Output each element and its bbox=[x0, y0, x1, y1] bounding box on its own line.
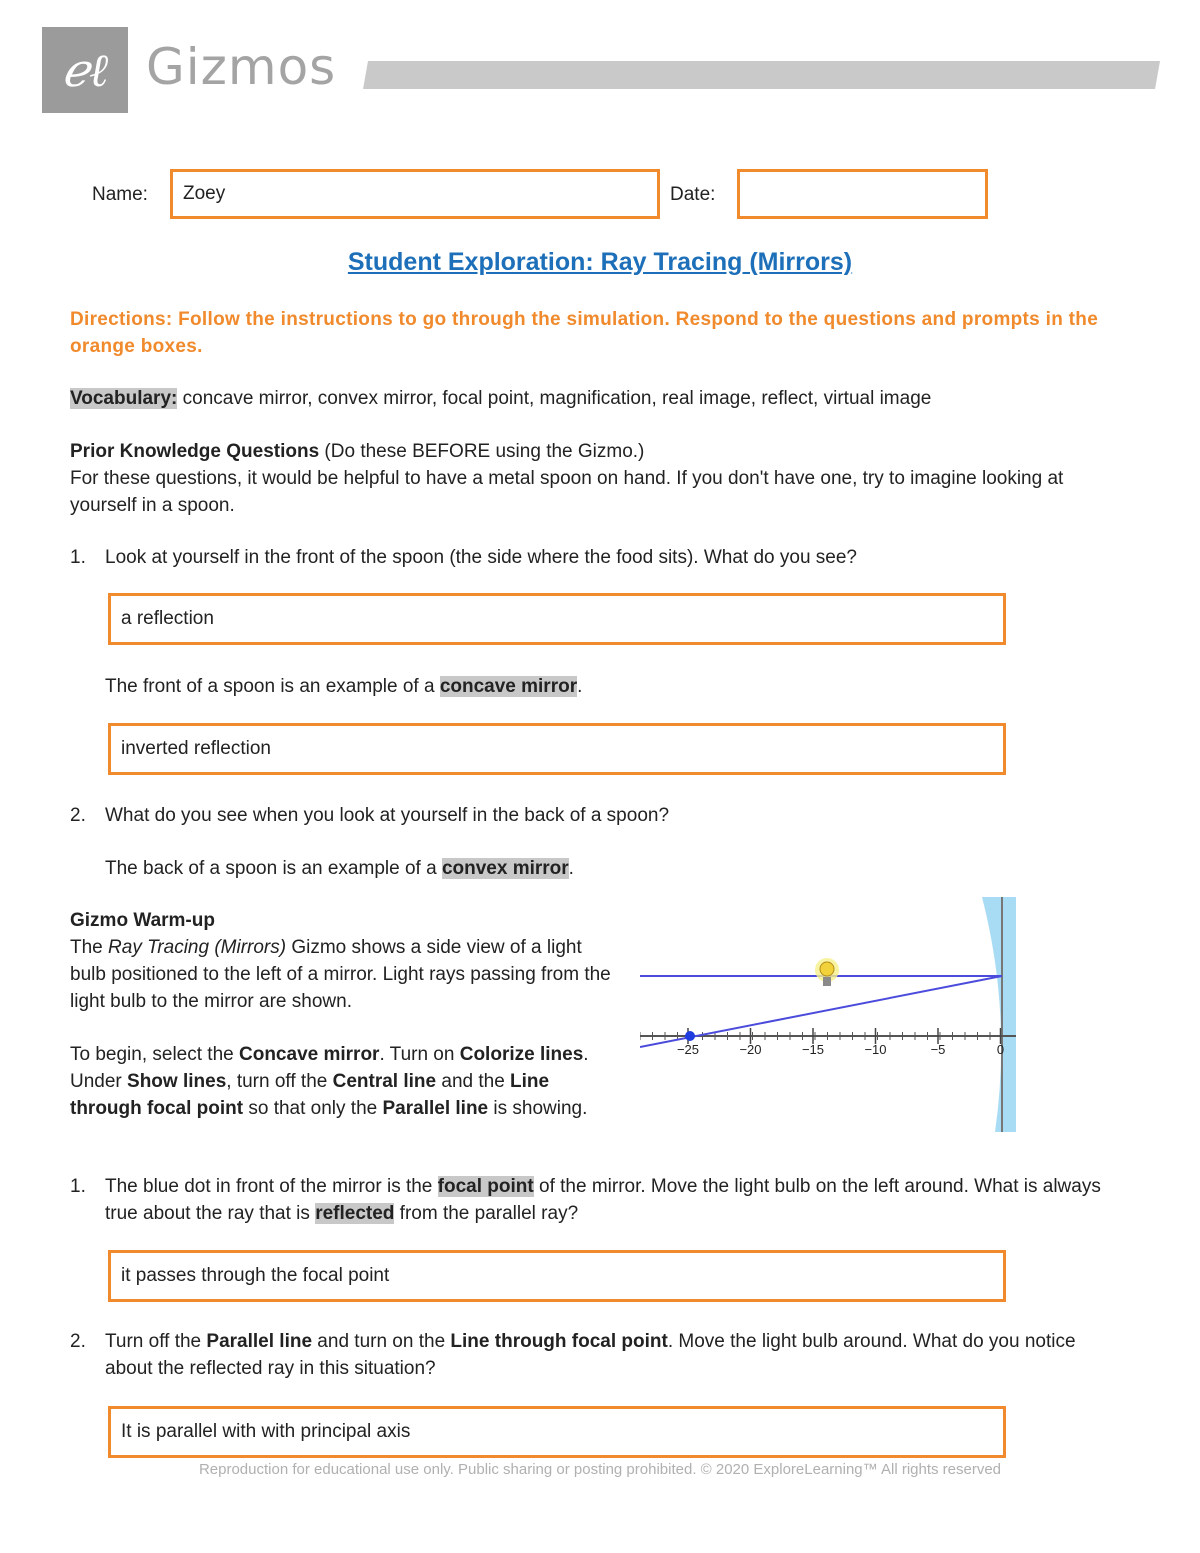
prior-q1-answer-box[interactable] bbox=[108, 593, 1006, 645]
vocabulary bbox=[70, 385, 1150, 412]
warmup-instruction-run: and the bbox=[436, 1071, 511, 1092]
parallel-line-term: Parallel line bbox=[206, 1331, 313, 1352]
mirror-fill bbox=[982, 897, 1016, 1132]
name-field[interactable] bbox=[170, 169, 660, 219]
warmup-instruction-run: , turn off the bbox=[226, 1071, 333, 1092]
name-label: Name: bbox=[92, 184, 148, 205]
focal-point-dot bbox=[685, 1031, 695, 1041]
warmup-instruction-run: To begin, select the bbox=[70, 1044, 239, 1065]
focal-point-term: focal point bbox=[437, 1176, 534, 1197]
warmup-instruction-run: Colorize lines bbox=[459, 1044, 584, 1065]
warmup-q1-answer: it passes through the focal point bbox=[121, 1265, 390, 1286]
convex-term: convex mirror bbox=[441, 858, 569, 879]
warmup-q1-c: from the parallel ray? bbox=[394, 1203, 579, 1224]
warmup-intro-a: The bbox=[70, 937, 109, 958]
warmup-intro-gizmo-name: Ray Tracing (Mirrors) bbox=[108, 937, 287, 958]
light-bulb-icon[interactable] bbox=[820, 962, 834, 976]
concave-pre: The front of a spoon is an example of a bbox=[105, 676, 440, 697]
warmup-q2-answer: It is parallel with with principal axis bbox=[121, 1421, 411, 1442]
prior-q1-text: Look at yourself in the front of the spoon (the side where the food sits). What do you see? bbox=[105, 547, 857, 568]
warmup-instruction-run: Central line bbox=[332, 1071, 437, 1092]
warmup-q2-c: . Move the light bulb around. What do you notice about the reflected ray in this situation? bbox=[105, 1331, 1076, 1379]
page-title: Student Exploration: Ray Tracing (Mirrors) bbox=[347, 248, 853, 276]
date-field[interactable] bbox=[737, 169, 988, 219]
concave-answer: inverted reflection bbox=[121, 738, 271, 759]
footer-copyright: Reproduction for educational use only. Public sharing or posting prohibited. © 2020 ExploreLearning™ All rights reserved bbox=[198, 1461, 1002, 1478]
convex-pre: The back of a spoon is an example of a bbox=[105, 858, 442, 879]
concave-statement bbox=[105, 673, 1105, 700]
warmup-instructions bbox=[70, 1041, 615, 1122]
warmup-instruction-run: is showing. bbox=[488, 1098, 588, 1119]
warmup-intro-b: Gizmo shows a side view of a light bulb positioned to the left of a mirror. Light rays passing from the light bulb to the mirror are shown. bbox=[70, 937, 611, 1012]
axis-tick-label: −10 bbox=[864, 1042, 887, 1057]
warmup-q2-b: and turn on the bbox=[312, 1331, 451, 1352]
warmup-instruction-run: . Under bbox=[70, 1044, 589, 1092]
warmup-instruction-run: Concave mirror bbox=[239, 1044, 380, 1065]
prior-q1-number: 1. bbox=[70, 547, 86, 568]
prior-q1-answer: a reflection bbox=[121, 608, 214, 629]
concave-post: . bbox=[577, 676, 583, 697]
warmup-instruction-run: Line through focal point bbox=[70, 1071, 550, 1119]
vocabulary-terms: concave mirror, convex mirror, focal point, magnification, real image, reflect, virtual image bbox=[177, 388, 932, 409]
prior-heading: Prior Knowledge Questions bbox=[70, 441, 320, 462]
reflected-term: reflected bbox=[315, 1203, 395, 1224]
axis-tick-label: −20 bbox=[739, 1042, 762, 1057]
warmup-q1-b: of the mirror. Move the light bulb on the left around. What is always true about the ray that is bbox=[105, 1176, 1101, 1224]
axis-tick-label: −15 bbox=[801, 1042, 825, 1057]
directions: Directions: Follow the instructions to go through the simulation. Respond to the questions and prompts in the orange boxes. bbox=[70, 309, 1099, 357]
warmup-q1-text bbox=[105, 1173, 1115, 1227]
concave-term: concave mirror bbox=[439, 676, 578, 697]
explorelearning-logo: ℯℓ bbox=[61, 43, 109, 97]
warmup-instruction-run: Show lines bbox=[127, 1071, 227, 1092]
convex-post: . bbox=[568, 858, 574, 879]
line-through-focal-term: Line through focal point bbox=[450, 1331, 668, 1352]
concave-answer-box[interactable] bbox=[108, 723, 1006, 775]
axis-tick-label: 0 bbox=[996, 1042, 1005, 1057]
warmup-intro bbox=[70, 934, 615, 1015]
name-value: Zoey bbox=[183, 183, 226, 204]
warmup-instruction-run: so that only the bbox=[243, 1098, 383, 1119]
axis-ticks bbox=[640, 1028, 1004, 1057]
warmup-q2-number: 2. bbox=[70, 1331, 86, 1352]
warmup-q2-text bbox=[105, 1328, 1120, 1382]
date-label: Date: bbox=[670, 184, 716, 205]
prior-heading-note: (Do these BEFORE using the Gizmo.) bbox=[319, 441, 645, 462]
header-bar bbox=[363, 61, 1160, 89]
warmup-heading: Gizmo Warm-up bbox=[70, 910, 215, 931]
warmup-instruction-run: . Turn on bbox=[379, 1044, 460, 1065]
warmup-section bbox=[70, 907, 615, 1122]
warmup-q2-answer-box[interactable] bbox=[108, 1406, 1006, 1458]
brand-name: Gizmos bbox=[146, 38, 337, 96]
light-bulb-base bbox=[823, 977, 831, 986]
convex-statement bbox=[105, 855, 1105, 882]
prior-knowledge bbox=[70, 438, 1130, 519]
axis-tick-label: −5 bbox=[930, 1042, 946, 1057]
warmup-instruction-run: Parallel line bbox=[382, 1098, 489, 1119]
prior-intro: For these questions, it would be helpful to have a metal spoon on hand. If you don't have one, try to imagine looking at yourself in a spoon. bbox=[70, 468, 1064, 516]
warmup-q2-a: Turn off the bbox=[105, 1331, 207, 1352]
warmup-q1-number: 1. bbox=[70, 1176, 86, 1197]
vocabulary-label: Vocabulary: bbox=[70, 388, 178, 409]
prior-q2-number: 2. bbox=[70, 805, 86, 826]
axis-tick-label: −25 bbox=[676, 1042, 700, 1057]
warmup-q1-answer-box[interactable] bbox=[108, 1250, 1006, 1302]
ray-tracing-diagram bbox=[640, 897, 1020, 1132]
warmup-q1-a: The blue dot in front of the mirror is the bbox=[105, 1176, 438, 1197]
prior-q2-text: What do you see when you look at yourself in the back of a spoon? bbox=[105, 805, 670, 826]
